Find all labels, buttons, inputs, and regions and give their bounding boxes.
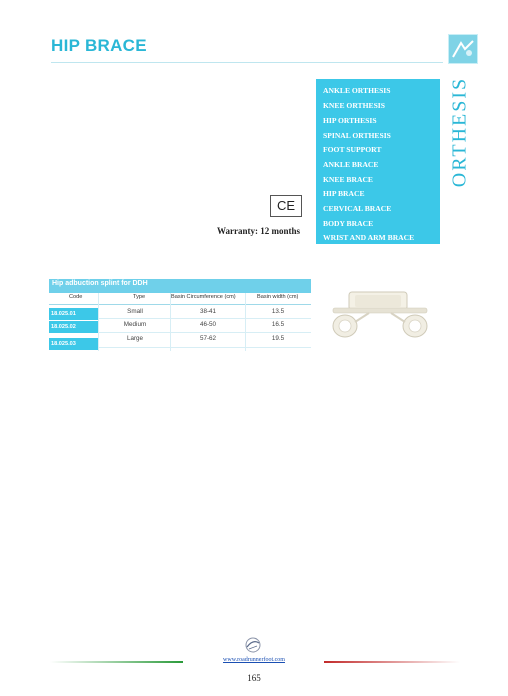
product-code-cell bbox=[49, 321, 98, 333]
product-code: 18.025.01 bbox=[51, 311, 76, 317]
category-item[interactable]: ANKLE BRACE bbox=[323, 160, 379, 169]
column-header: Type bbox=[133, 294, 146, 300]
table-title: Hip adbuction splint for DDH bbox=[52, 280, 148, 287]
category-menu bbox=[316, 79, 440, 244]
row-divider bbox=[98, 332, 311, 333]
category-item[interactable]: KNEE ORTHESIS bbox=[323, 101, 385, 110]
website-link[interactable]: www.roadrunnerfoot.com bbox=[223, 657, 285, 663]
category-item[interactable]: ANKLE ORTHESIS bbox=[323, 86, 391, 95]
category-item[interactable]: BODY BRACE bbox=[323, 219, 374, 228]
category-item[interactable]: SPINAL ORTHESIS bbox=[323, 131, 391, 140]
column-divider bbox=[98, 293, 99, 351]
circumference-cell: 38-41 bbox=[199, 308, 217, 315]
category-item[interactable]: KNEE BRACE bbox=[323, 175, 374, 184]
column-header: Basin Circumference (cm) bbox=[171, 294, 236, 300]
hip-brace-product-image bbox=[325, 286, 435, 344]
column-divider bbox=[170, 293, 171, 351]
page-number: 165 bbox=[247, 673, 261, 683]
page-title: HIP BRACE bbox=[51, 36, 147, 55]
section-side-label-text: ORTHESIS bbox=[448, 76, 471, 188]
category-item[interactable]: CERVICAL BRACE bbox=[323, 204, 392, 213]
product-code: 18.025.02 bbox=[51, 324, 76, 330]
roadrunner-logo-icon bbox=[243, 636, 263, 654]
column-header: Code bbox=[69, 294, 83, 300]
circumference-cell: 46-50 bbox=[199, 321, 217, 328]
header-divider bbox=[49, 304, 311, 305]
row-divider bbox=[98, 347, 311, 348]
row-divider bbox=[98, 318, 311, 319]
width-cell: 13.5 bbox=[271, 308, 285, 315]
product-code-cell bbox=[49, 308, 98, 320]
category-item[interactable]: WRIST AND ARM BRACE bbox=[323, 233, 415, 242]
width-cell: 16.5 bbox=[271, 321, 285, 328]
product-code-cell bbox=[49, 338, 98, 350]
column-divider bbox=[245, 293, 246, 351]
column-header: Basin width (cm) bbox=[257, 294, 299, 300]
circumference-cell: 57-62 bbox=[199, 335, 217, 342]
footer-divider-left bbox=[50, 661, 183, 663]
ce-mark-icon: CE bbox=[270, 195, 302, 217]
type-cell: Medium bbox=[123, 321, 147, 328]
category-item[interactable]: FOOT SUPPORT bbox=[323, 145, 382, 154]
product-code: 18.025.03 bbox=[51, 341, 76, 347]
category-item[interactable]: HIP BRACE bbox=[323, 189, 365, 198]
title-divider bbox=[51, 62, 443, 63]
width-cell: 19.5 bbox=[271, 335, 285, 342]
category-item[interactable]: HIP ORTHESIS bbox=[323, 116, 377, 125]
type-cell: Small bbox=[127, 308, 143, 315]
type-cell: Large bbox=[126, 335, 144, 342]
section-side-label bbox=[448, 76, 472, 188]
brand-logo-icon bbox=[448, 34, 478, 64]
warranty-text: Warranty: 12 months bbox=[217, 226, 300, 236]
footer-divider-right bbox=[324, 661, 460, 663]
table-title-bar bbox=[49, 279, 311, 293]
